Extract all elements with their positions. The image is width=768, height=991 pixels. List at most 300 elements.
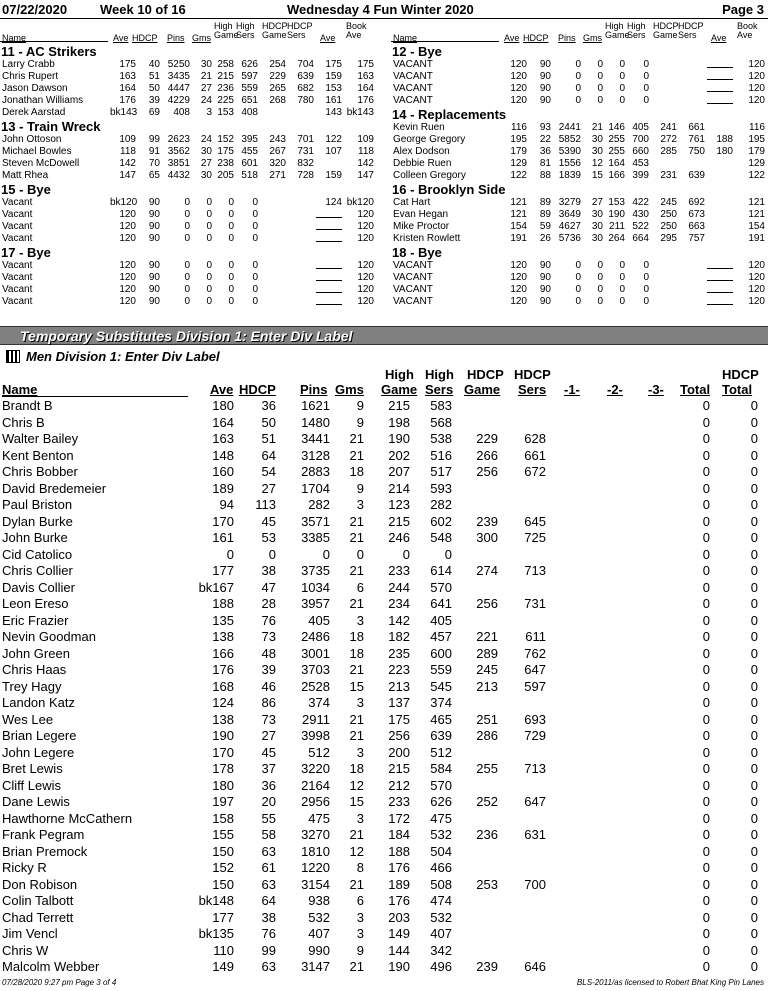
- substitute-total: 0: [702, 513, 710, 529]
- substitute-hdg: 274: [476, 563, 498, 578]
- bowler-ave: 120: [510, 83, 527, 94]
- substitute-name: Malcolm Webber: [2, 959, 100, 974]
- bowler-gms: 0: [597, 59, 603, 70]
- bowler-ave2: 153: [325, 83, 342, 94]
- team-rosters: [0, 20, 768, 325]
- bowler-hg: 255: [608, 134, 625, 145]
- bowler-book: 120: [357, 209, 374, 220]
- report-date: 07/22/2020: [2, 2, 68, 17]
- substitute-hg: 246: [388, 530, 410, 545]
- report-week: Week 10 of 16: [100, 2, 186, 17]
- bowler-hg: 146: [608, 122, 625, 133]
- bowler-gms: 24: [200, 134, 212, 145]
- substitute-row: [0, 695, 768, 712]
- bowler-hds: 750: [688, 146, 705, 157]
- bowler-hds: 673: [688, 209, 705, 220]
- substitute-htotal: 0: [750, 480, 758, 496]
- substitute-row: [0, 860, 768, 877]
- bowler-book: 120: [357, 221, 374, 232]
- substitute-name: Dylan Burke: [2, 513, 73, 529]
- substitute-hg: 212: [388, 777, 410, 793]
- bowler-name: Steven McDowell: [2, 158, 80, 169]
- substitute-name: Brandt B: [2, 398, 53, 413]
- header-hdcp-game: HDCP Game: [262, 21, 288, 40]
- bowler-hdcp: 89: [539, 209, 551, 220]
- bowler-hg: 0: [228, 260, 234, 271]
- substitute-hg: 215: [388, 513, 410, 529]
- substitute-hdcp: 47: [261, 579, 276, 595]
- substitute-htotal: 0: [750, 777, 758, 793]
- bowler-hs: 0: [252, 260, 258, 271]
- substitute-htotal: 0: [750, 909, 758, 925]
- substitute-htotal: 0: [750, 678, 758, 694]
- blank-average-line: [707, 284, 733, 293]
- team-bowler-row: [0, 197, 384, 209]
- substitute-htotal: 0: [750, 728, 758, 743]
- bowler-hdg: 245: [660, 197, 677, 208]
- substitute-gms: 21: [349, 711, 364, 727]
- bowler-hdcp: 90: [148, 221, 160, 232]
- bowler-pins: 4627: [558, 221, 581, 232]
- substitute-ave: 150: [212, 876, 234, 892]
- bowler-gms: 30: [200, 59, 212, 70]
- substitute-gms: 21: [349, 876, 364, 892]
- bowler-book: 120: [748, 83, 765, 94]
- bowler-ave: 120: [510, 272, 527, 283]
- substitute-row: [0, 926, 768, 943]
- bowler-book: 129: [748, 158, 765, 169]
- substitute-gms: 21: [349, 513, 364, 529]
- bowler-book: 120: [748, 59, 765, 70]
- header-pins: Pins: [558, 33, 576, 43]
- bowler-name: Vacant: [2, 272, 33, 283]
- bowler-hdcp: 90: [148, 209, 160, 220]
- bowler-hg: 225: [217, 95, 234, 106]
- substitute-gms: 0: [356, 546, 364, 562]
- blank-average-line: [707, 95, 733, 104]
- bowler-pins: 0: [184, 209, 190, 220]
- substitute-hg: 223: [388, 662, 410, 677]
- bowler-gms: 30: [200, 170, 212, 181]
- bowler-gms: 0: [597, 83, 603, 94]
- team-bowler-row: [391, 134, 768, 146]
- bowler-pins: 0: [184, 197, 190, 208]
- bowler-gms: 12: [591, 158, 603, 169]
- bowler-hdg: 250: [660, 209, 677, 220]
- substitute-pins: 3128: [301, 447, 330, 463]
- substitute-hg: 213: [388, 678, 410, 694]
- substitute-hdg: 300: [476, 530, 498, 545]
- bowler-ave: 142: [119, 158, 136, 169]
- substitute-hg: 233: [388, 794, 410, 809]
- bowler-hdcp: 22: [539, 134, 551, 145]
- bowler-hg: 238: [217, 158, 234, 169]
- substitute-pins: 3385: [301, 530, 330, 545]
- bowler-hdcp: 90: [539, 95, 551, 106]
- substitute-row: [0, 547, 768, 564]
- bowler-ave2: 180: [716, 146, 733, 157]
- substitute-hs: 559: [430, 662, 452, 677]
- substitute-pins: 3220: [301, 761, 330, 776]
- substitute-name: Wes Lee: [2, 711, 54, 727]
- substitute-hdcp: 0: [268, 546, 276, 562]
- bowler-book: 163: [357, 71, 374, 82]
- bowler-pins: 3649: [558, 209, 581, 220]
- bowler-hs: 453: [632, 158, 649, 169]
- substitute-name: Chris Haas: [2, 662, 67, 677]
- substitute-total: 0: [702, 414, 710, 430]
- substitute-row: [0, 530, 768, 547]
- blank-average-line: [707, 71, 733, 80]
- substitute-name: Chris B: [2, 414, 45, 430]
- bowler-pins: 4447: [167, 83, 190, 94]
- substitute-pins: 990: [308, 942, 330, 958]
- substitute-hs: 282: [430, 497, 452, 512]
- header-ave: Ave: [504, 33, 520, 43]
- bowler-hg: 0: [619, 59, 625, 70]
- division-icon: [6, 350, 20, 363]
- bowler-hdcp: 90: [148, 296, 160, 307]
- bowler-hg: 153: [217, 107, 234, 118]
- bowler-name: VACANT: [393, 284, 433, 295]
- substitute-total: 0: [702, 546, 710, 562]
- bowler-name: VACANT: [393, 71, 433, 82]
- bowler-book: 122: [748, 170, 765, 181]
- header-high-game: High Game: [214, 21, 239, 40]
- bowler-name: Vacant: [2, 197, 33, 208]
- bowler-name: Jason Dawson: [2, 83, 68, 94]
- bowler-hds: 731: [297, 146, 314, 157]
- substitute-htotal: 0: [750, 497, 758, 512]
- substitute-htotal: 0: [750, 959, 758, 974]
- substitute-hs: 593: [430, 480, 452, 496]
- bowler-hdcp: 90: [539, 71, 551, 82]
- bowler-ave: 176: [119, 95, 136, 106]
- substitute-hdcp: 55: [261, 810, 276, 826]
- substitute-pins: 512: [308, 744, 330, 760]
- substitute-gms: 6: [356, 893, 364, 908]
- team-bowler-row: [391, 95, 768, 107]
- header-hdcp-game: HDCP Game: [653, 21, 679, 40]
- substitute-hg: 256: [388, 728, 410, 743]
- bowler-pins: 2623: [167, 134, 190, 145]
- bowler-name: Vacant: [2, 233, 33, 244]
- bowler-gms: 30: [200, 146, 212, 157]
- team-bowler-row: [391, 158, 768, 170]
- substitute-pins: 3957: [301, 596, 330, 611]
- substitute-total: 0: [702, 761, 710, 776]
- bowler-hdg: 250: [660, 221, 677, 232]
- team-bowler-row: [391, 197, 768, 209]
- bowler-hg: 0: [619, 284, 625, 295]
- header-high: High: [385, 367, 414, 382]
- bowler-ave: 121: [510, 209, 527, 220]
- substitute-htotal: 0: [750, 579, 758, 595]
- header-game: Game: [381, 382, 418, 397]
- substitute-hg: 175: [388, 711, 410, 727]
- bowler-hg: 0: [228, 221, 234, 232]
- team-bowler-row: [0, 95, 384, 107]
- bowler-hs: 0: [252, 284, 258, 295]
- bowler-gms: 27: [591, 197, 603, 208]
- substitute-hg: 200: [388, 744, 410, 760]
- substitute-total: 0: [702, 629, 710, 644]
- bowler-book: bk120: [346, 197, 374, 208]
- substitute-gms: 15: [349, 794, 364, 809]
- bowler-pins: 0: [575, 83, 581, 94]
- blank-average-line: [316, 272, 342, 281]
- substitute-total: 0: [702, 464, 710, 479]
- bowler-pins: 4229: [167, 95, 190, 106]
- substitute-total: 0: [702, 959, 710, 974]
- bowler-hs: 0: [643, 59, 649, 70]
- substitute-total: 0: [702, 497, 710, 512]
- substitute-total: 0: [702, 695, 710, 710]
- bowler-name: VACANT: [393, 83, 433, 94]
- bowler-hds: 682: [297, 83, 314, 94]
- bowler-name: VACANT: [393, 260, 433, 271]
- bowler-pins: 0: [184, 272, 190, 283]
- substitute-row: [0, 481, 768, 498]
- bowler-ave: bk120: [110, 197, 138, 208]
- substitute-row: [0, 877, 768, 894]
- bowler-hs: 518: [241, 170, 258, 181]
- bowler-name: Alex Dodson: [393, 146, 450, 157]
- team-title: 13 - Train Wreck: [1, 119, 101, 134]
- bowler-hdcp: 36: [539, 146, 551, 157]
- bowler-hdcp: 90: [148, 272, 160, 283]
- team-title: 12 - Bye: [392, 44, 442, 59]
- substitute-pins: 3571: [301, 513, 330, 529]
- substitute-htotal: 0: [750, 513, 758, 529]
- team-bowler-row: [0, 83, 384, 95]
- substitute-ave: 189: [212, 480, 234, 496]
- bowler-hg: 190: [608, 209, 625, 220]
- team-block: [0, 182, 384, 245]
- bowler-hdcp: 99: [148, 134, 160, 145]
- substitute-hdcp: 36: [261, 398, 276, 413]
- substitute-pins: 1034: [301, 579, 330, 595]
- bowler-hdg: 229: [269, 71, 286, 82]
- substitute-row: [0, 497, 768, 514]
- substitute-hds: 628: [524, 431, 546, 446]
- substitute-hdcp: 76: [261, 612, 276, 628]
- substitute-gms: 6: [356, 579, 364, 595]
- bowler-ave: 120: [119, 272, 136, 283]
- bowler-pins: 3435: [167, 71, 190, 82]
- bowler-book: 120: [357, 233, 374, 244]
- header-name: Name: [2, 33, 27, 43]
- blank-average-line: [707, 59, 733, 68]
- substitute-ave: 168: [212, 678, 234, 694]
- temporary-substitutes-banner: Temporary Substitutes Division 1: Enter Div Label: [0, 326, 768, 345]
- bowler-ave: 120: [119, 233, 136, 244]
- bowler-hs: 0: [643, 83, 649, 94]
- substitute-hg: 182: [388, 629, 410, 644]
- substitute-hs: 626: [430, 794, 452, 809]
- bowler-hg: 152: [217, 134, 234, 145]
- substitute-pins: 938: [308, 893, 330, 908]
- substitute-hs: 475: [430, 810, 452, 826]
- substitute-hds: 647: [524, 794, 546, 809]
- bowler-book: 164: [357, 83, 374, 94]
- substitute-ave: 197: [212, 794, 234, 809]
- team-bowler-row: [0, 107, 384, 119]
- bowler-hdcp: 90: [148, 284, 160, 295]
- substitute-row: [0, 563, 768, 580]
- substitute-name: Kent Benton: [2, 447, 74, 463]
- substitute-hs: 602: [430, 513, 452, 529]
- team-bowler-row: [0, 59, 384, 71]
- bowler-hs: 0: [252, 296, 258, 307]
- substitute-row: [0, 613, 768, 630]
- bowler-ave2: 107: [325, 146, 342, 157]
- header-gms: Gms: [335, 382, 364, 397]
- substitute-row: [0, 778, 768, 795]
- bowler-ave2: 122: [325, 134, 342, 145]
- printed-timestamp: 07/28/2020 9:27 pm Page 3 of 4: [2, 978, 117, 987]
- substitute-htotal: 0: [750, 612, 758, 628]
- bowler-ave: 195: [510, 134, 527, 145]
- substitute-name: Landon Katz: [2, 695, 76, 710]
- substitute-ave: 190: [212, 728, 234, 743]
- substitute-hs: 508: [430, 876, 452, 892]
- substitute-hdcp: 54: [261, 464, 276, 479]
- bowler-hdcp: 70: [148, 158, 160, 169]
- league-name: Wednesday 4 Fun Winter 2020: [287, 2, 474, 17]
- substitute-hds: 631: [524, 827, 546, 842]
- substitute-hds: 729: [524, 728, 546, 743]
- bowler-book: 120: [357, 296, 374, 307]
- bowler-hg: 0: [228, 296, 234, 307]
- substitute-htotal: 0: [750, 794, 758, 809]
- substitute-name: Leon Ereso: [2, 596, 69, 611]
- substitute-gms: 21: [349, 728, 364, 743]
- substitute-htotal: 0: [750, 843, 758, 859]
- bowler-book: 147: [357, 170, 374, 181]
- bowler-hdcp: 26: [539, 233, 551, 244]
- substitute-hdcp: 45: [261, 513, 276, 529]
- bowler-hds: 663: [688, 221, 705, 232]
- substitute-pins: 2486: [301, 629, 330, 644]
- bowler-pins: 0: [575, 71, 581, 82]
- bowler-hdcp: 69: [148, 107, 160, 118]
- bowler-hg: 0: [619, 95, 625, 106]
- bowler-book: 191: [748, 233, 765, 244]
- substitute-htotal: 0: [750, 563, 758, 578]
- bowler-ave: 120: [510, 296, 527, 307]
- bowler-hds: 701: [297, 134, 314, 145]
- bowler-name: Vacant: [2, 260, 33, 271]
- blank-average-line: [707, 83, 733, 92]
- substitute-total: 0: [702, 876, 710, 892]
- bowler-ave2: 161: [325, 95, 342, 106]
- substitute-gms: 9: [356, 398, 364, 413]
- substitute-pins: 2528: [301, 678, 330, 694]
- bowler-name: Vacant: [2, 296, 33, 307]
- bowler-gms: 27: [200, 158, 212, 169]
- substitute-name: John Green: [2, 645, 70, 661]
- substitute-hdg: 286: [476, 728, 498, 743]
- bowler-hdcp: 50: [148, 83, 160, 94]
- bowler-name: Larry Crabb: [2, 59, 55, 70]
- blank-average-line: [316, 296, 342, 305]
- bowler-hds: 757: [688, 233, 705, 244]
- bowler-gms: 30: [591, 146, 603, 157]
- header-hdcp: HDCP: [523, 33, 549, 43]
- team-bowler-row: [391, 146, 768, 158]
- bowler-ave2: 159: [325, 170, 342, 181]
- substitute-ave: bk167: [198, 579, 234, 595]
- substitute-pins: 1810: [301, 843, 330, 859]
- bowler-ave2: 175: [325, 59, 342, 70]
- bowler-hdg: 272: [660, 134, 677, 145]
- team-title: 18 - Bye: [392, 245, 442, 260]
- bowler-hdcp: 40: [148, 59, 160, 70]
- substitute-htotal: 0: [750, 447, 758, 463]
- substitute-name: Brian Legere: [2, 728, 77, 743]
- substitute-hg: 144: [388, 942, 410, 958]
- substitute-hdcp: 36: [261, 777, 276, 793]
- substitute-ave: 158: [212, 810, 234, 826]
- substitute-total: 0: [702, 794, 710, 809]
- bowler-pins: 0: [575, 59, 581, 70]
- substitute-htotal: 0: [750, 398, 758, 413]
- substitute-hdcp: 64: [261, 447, 276, 463]
- substitute-hdg: 245: [476, 662, 498, 677]
- substitute-row: [0, 893, 768, 910]
- bowler-gms: 0: [206, 221, 212, 232]
- bowler-hdcp: 91: [148, 146, 160, 157]
- report-header: [0, 1, 768, 19]
- bowler-ave: bk143: [110, 107, 138, 118]
- header-name: Name: [393, 33, 418, 43]
- substitute-total: 0: [702, 530, 710, 545]
- team-bowler-row: [391, 233, 768, 245]
- bowler-gms: 0: [206, 272, 212, 283]
- bowler-ave: 120: [510, 95, 527, 106]
- bowler-pins: 0: [575, 272, 581, 283]
- substitute-row: [0, 580, 768, 597]
- substitute-pins: 282: [308, 497, 330, 512]
- bowler-gms: 24: [200, 95, 212, 106]
- substitute-hs: 532: [430, 827, 452, 842]
- bowler-hdcp: 90: [539, 59, 551, 70]
- substitute-hdg: 239: [476, 513, 498, 529]
- substitute-ave: bk148: [198, 893, 234, 908]
- substitute-ave: 124: [212, 695, 234, 710]
- substitute-hs: 465: [430, 711, 452, 727]
- substitute-hdcp: 63: [261, 959, 276, 974]
- bowler-hdg: 320: [269, 158, 286, 169]
- substitute-hdg: 255: [476, 761, 498, 776]
- bowler-hg: 0: [228, 284, 234, 295]
- substitute-pins: 3270: [301, 827, 330, 842]
- bowler-hdcp: 90: [148, 233, 160, 244]
- bowler-hg: 0: [228, 272, 234, 283]
- substitute-hg: 215: [388, 398, 410, 413]
- substitute-total: 0: [702, 810, 710, 826]
- substitute-hg: 149: [388, 926, 410, 941]
- substitute-name: Cid Catolico: [2, 546, 73, 562]
- substitute-pins: 3441: [301, 431, 330, 446]
- bowler-hdg: 271: [269, 170, 286, 181]
- substitute-hds: 645: [524, 513, 546, 529]
- bowler-hs: 455: [241, 146, 258, 157]
- bowler-book: 120: [748, 260, 765, 271]
- substitute-hdg: 289: [476, 645, 498, 661]
- bowler-hs: 601: [241, 158, 258, 169]
